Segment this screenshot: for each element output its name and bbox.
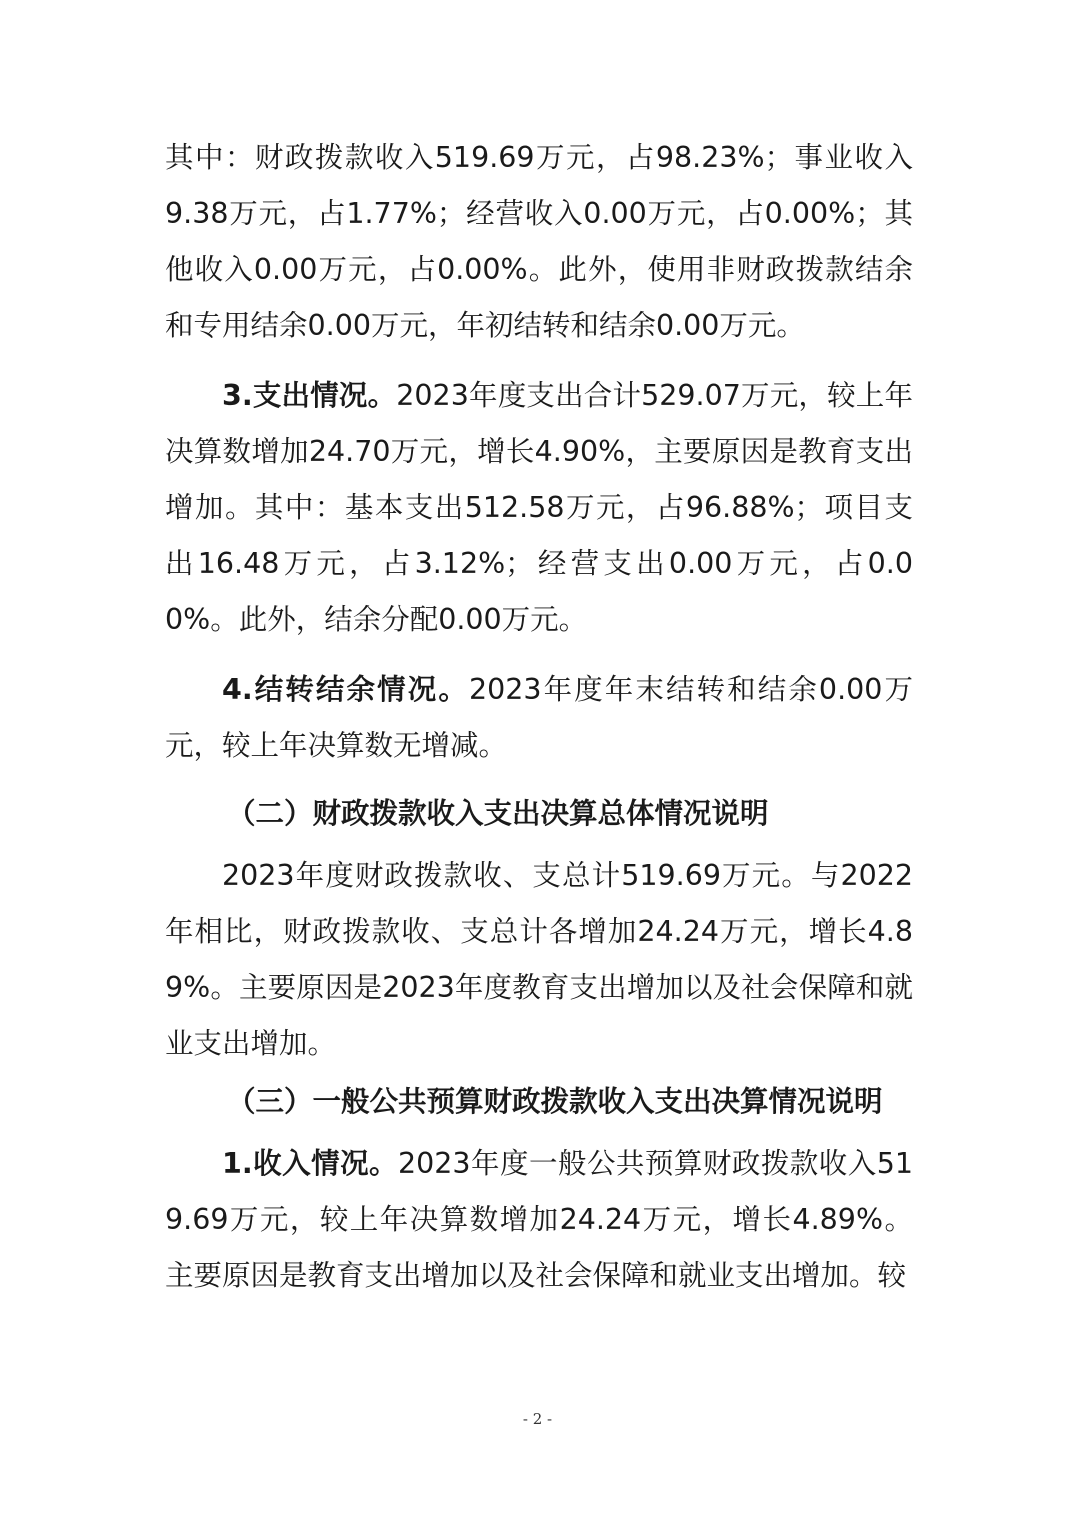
carryover-body: 2023年度年末结转和结余0.00万元，较上年决算数无增减。 (165, 673, 913, 762)
general-income-body: 2023年度一般公共预算财政拨款收入519.69万元，较上年决算数增加24.24万元，增长4.89%。主要原因是教育支出增加以及社会保障和就业支出增加。较 (165, 1147, 913, 1292)
page-number: - 2 - (522, 1410, 553, 1428)
paragraph-fiscal-overview: 2023年度财政拨款收、支总计519.69万元。与2022年相比，财政拨款收、支总计各增加24.24万元，增长4.89%。主要原因是2023年度教育支出增加以及社会保障和就业支出增加。 (165, 859, 913, 1060)
paragraph-general-budget-income (165, 1136, 913, 1304)
expenditure-body: 2023年度支出合计529.07万元，较上年决算数增加24.70万元，增长4.90%，主要原因是教育支出增加。其中：基本支出512.58万元，占96.88%；项目支出16.48万元，占3.12%；经营支出0.00万元，占0.00%。此外，结余分配0.00万元。 (165, 379, 913, 636)
general-income-lead: 1.收入情况。 (222, 1147, 399, 1180)
section-heading-general-budget: （三）一般公共预算财政拨款收入支出决算情况说明 (227, 1085, 883, 1118)
section-heading-fiscal-overview: （二）财政拨款收入支出决算总体情况说明 (227, 797, 769, 830)
carryover-lead: 4.结转结余情况。 (222, 673, 469, 706)
paragraph-income-breakdown: 其中：财政拨款收入519.69万元，占98.23%；事业收入9.38万元，占1.77%；经营收入0.00万元，占0.00%；其他收入0.00万元，占0.00%。此外，使用非财政拨款结余和专用结余0.00万元，年初结转和结余0.00万元。 (165, 141, 913, 342)
expenditure-lead: 3.支出情况。 (222, 379, 397, 412)
paragraph-expenditure (165, 368, 913, 648)
document-body (165, 130, 913, 1304)
paragraph-carryover (165, 662, 913, 774)
